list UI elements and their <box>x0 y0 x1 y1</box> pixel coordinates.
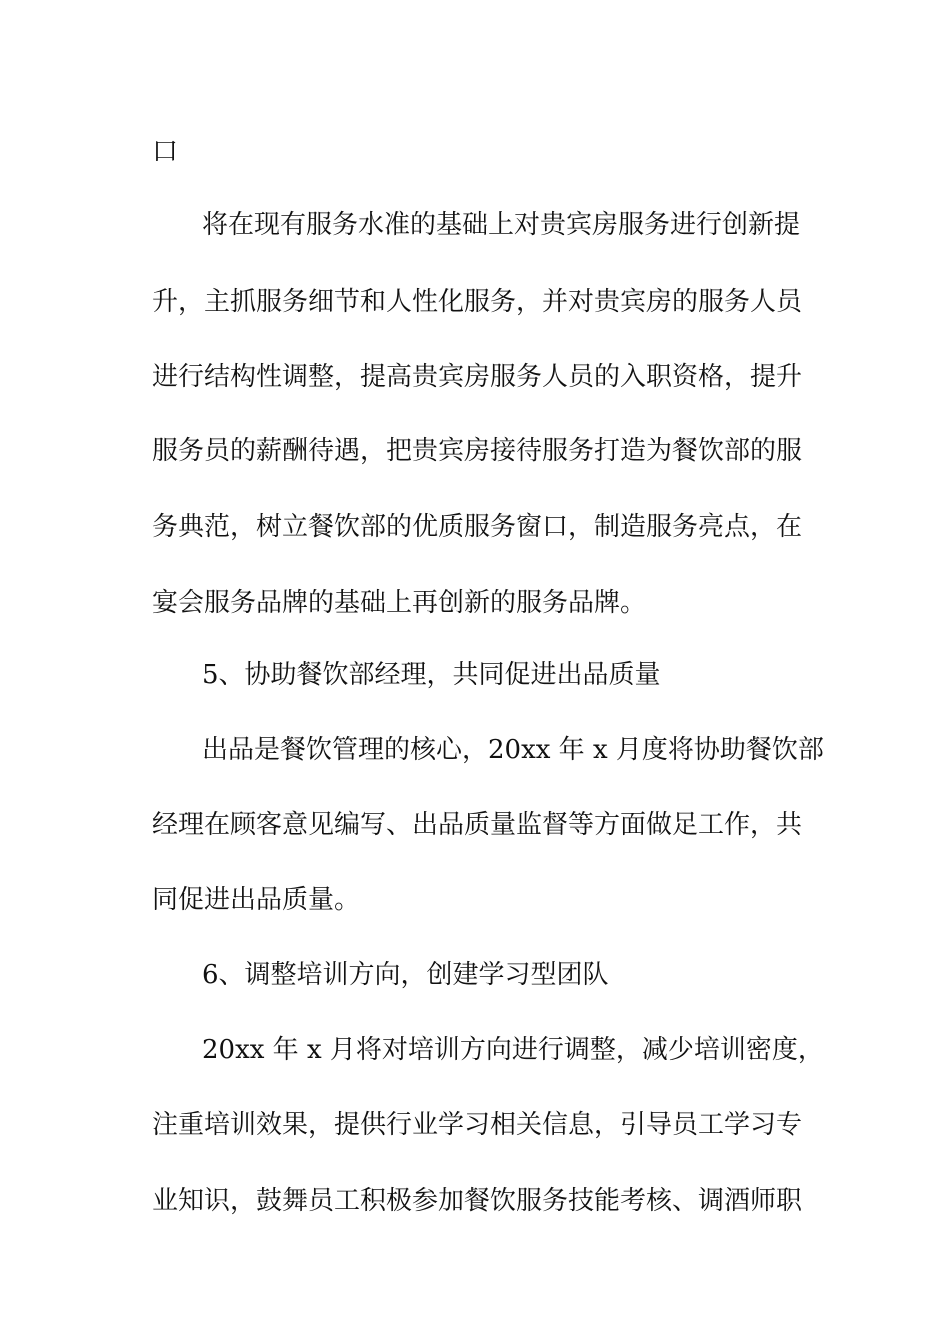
paragraph-line-14: 注重培训效果，提供行业学习相关信息，引导员工学习专 <box>152 1110 803 1140</box>
paragraph-line-9: 出品是餐饮管理的核心，20xx 年 x 月度将协助餐饮部 <box>202 735 824 765</box>
paragraph-line-5: 服务员的薪酬待遇，把贵宾房接待服务打造为餐饮部的服 <box>152 436 803 466</box>
text-line-1: 口 <box>152 137 179 167</box>
section-heading-5: 5、协助餐饮部经理，共同促进出品质量 <box>202 660 661 690</box>
paragraph-line-11: 同促进出品质量。 <box>152 885 361 915</box>
paragraph-line-13: 20xx 年 x 月将对培训方向进行调整，减少培训密度， <box>202 1035 824 1065</box>
paragraph-line-2: 将在现有服务水准的基础上对贵宾房服务进行创新提 <box>202 210 801 240</box>
paragraph-line-3: 升，主抓服务细节和人性化服务，并对贵宾房的服务人员 <box>152 287 803 317</box>
section-heading-6: 6、调整培训方向，创建学习型团队 <box>202 960 609 990</box>
paragraph-line-10: 经理在顾客意见编写、出品质量监督等方面做足工作，共 <box>152 810 803 840</box>
paragraph-line-7: 宴会服务品牌的基础上再创新的服务品牌。 <box>152 588 647 618</box>
paragraph-line-4: 进行结构性调整，提高贵宾房服务人员的入职资格，提升 <box>152 362 803 392</box>
paragraph-line-15: 业知识，鼓舞员工积极参加餐饮服务技能考核、调酒师职 <box>152 1186 803 1216</box>
paragraph-line-6: 务典范，树立餐饮部的优质服务窗口，制造服务亮点，在 <box>152 512 803 542</box>
